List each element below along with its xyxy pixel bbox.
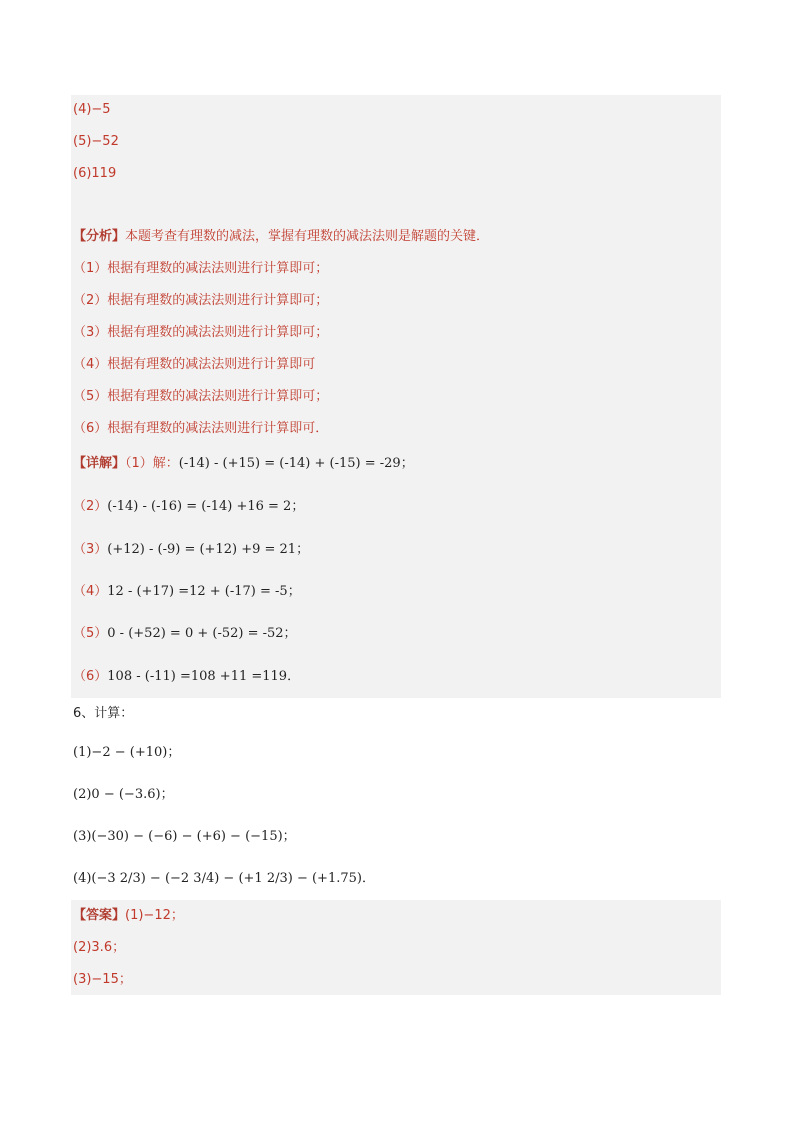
answer-line: (1)−12； [125,908,184,923]
answer-tag: 【答案】 [73,908,126,923]
detail-end: ； [283,626,297,641]
detail-end: ． [287,669,301,684]
analysis-step: （1）根据有理数的减法法则进行计算即可； [73,261,329,276]
answer-line: (2)3.6； [73,940,126,955]
question-label: (1) [73,745,92,760]
answer-line: (6)119 [73,166,117,181]
question-expr: −2 − (+10) [91,745,168,760]
detail-line [73,541,309,559]
analysis-step: （6）根据有理数的减法法则进行计算即可． [73,421,329,436]
question-title: 6、计算： [73,706,134,721]
analysis-tag: 【分析】 [73,229,126,244]
detail-end: ； [400,456,414,471]
detail-end: ； [287,584,301,599]
detail-label: （3） [73,542,108,557]
question-item [73,786,174,804]
detail-line [73,583,301,601]
question-end: ． [361,871,375,886]
question-item [73,744,180,762]
question-end: ； [160,787,174,802]
answer-line: (4)−5 [73,102,111,117]
analysis-step: （3）根据有理数的减法法则进行计算即可； [73,325,329,340]
detail-line [73,455,414,473]
question-label: (4) [73,871,92,886]
analysis-step: （4）根据有理数的减法法则进行计算即可 [73,357,316,372]
analysis-step: （5）根据有理数的减法法则进行计算即可； [73,389,329,404]
detail-expr: (-14) - (-16) = (-14) +16 = 2 [107,499,292,514]
detail-label: （1）解： [125,456,179,471]
answer-heading [73,907,184,925]
detail-end: ； [296,542,310,557]
detail-label: （6） [73,669,108,684]
question-expr: (−30) − (−6) − (+6) − (−15) [91,829,283,844]
answer-line: (3)−15； [73,972,132,987]
detail-label: （5） [73,626,108,641]
detail-expr: 12 - (+17) =12 + (-17) = -5 [107,584,288,599]
analysis-heading [73,228,489,246]
detail-expr: 0 - (+52) = 0 + (-52) = -52 [107,626,284,641]
detail-label: （2） [73,499,108,514]
question-item [73,828,296,846]
detail-line [73,625,297,643]
analysis-text: 本题考查有理数的减法，掌握有理数的减法法则是解题的关键． [125,229,490,244]
detail-expr: (+12) - (-9) = (+12) +9 = 21 [107,542,297,557]
detail-expr: (-14) - (+15) = (-14) + (-15) = -29 [178,456,401,471]
question-label: (3) [73,829,92,844]
detail-line [73,668,300,686]
answer-line: (5)−52 [73,134,119,149]
question-end: ； [282,829,296,844]
question-expr: 0 − (−3.6) [91,787,161,802]
detail-end: ； [291,499,305,514]
analysis-step: （2）根据有理数的减法法则进行计算即可； [73,293,329,308]
question-expr: (−3 2/3) − (−2 3/4) − (+1 2/3) − (+1.75) [91,871,362,886]
detail-expr: 108 - (-11) =108 +11 =119 [107,669,288,684]
question-item [73,870,375,888]
detail-tag: 【详解】 [73,456,126,471]
detail-line [73,498,304,516]
question-label: (2) [73,787,92,802]
question-end: ； [167,745,181,760]
detail-label: （4） [73,584,108,599]
